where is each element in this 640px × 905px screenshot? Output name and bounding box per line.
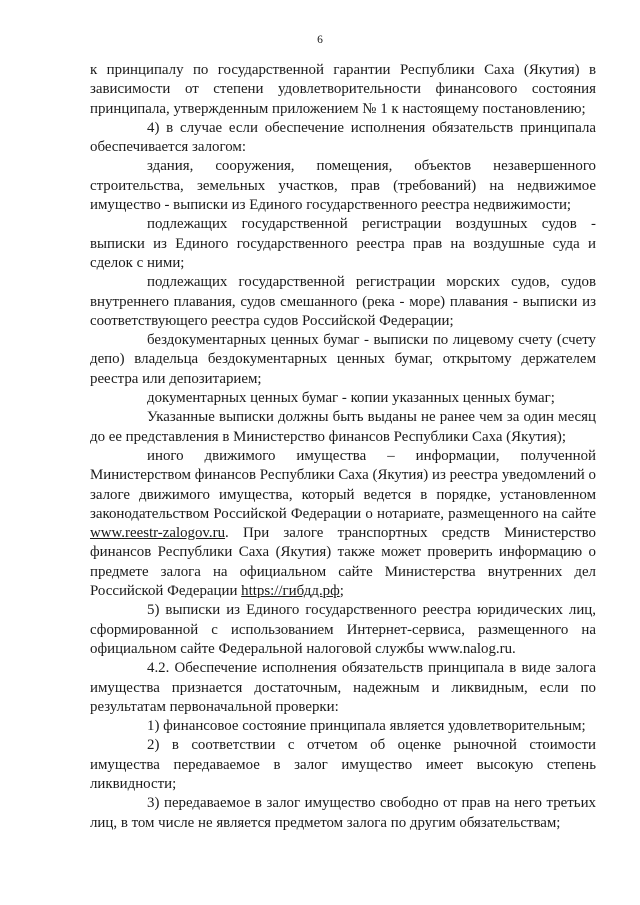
paragraph-condition-1: 1) финансовое состояние принципала является удовлетворительным; [147, 718, 586, 735]
movable-property-text-1: иного движимого имущества – информации, полученной Министерством финансов Республики Саха (Якутия) из реестра уведомлений о залоге движимого имущества, который ведется в порядке, установленном законодательством Российской Федерации о нотариате, размещенного на сайте [90, 447, 596, 522]
paragraph-aircraft: подлежащих государственной регистрации воздушных судов - выписки из Единого государственного реестра прав на воздушные суда и сделок с ними; [90, 216, 596, 271]
gibdd-link[interactable]: https://гибдд.рф [241, 583, 340, 600]
document-body [90, 61, 596, 833]
paragraph-certificated-securities: документарных ценных бумаг - копии указанных ценных бумаг; [147, 390, 555, 407]
paragraph-item-4: 4) в случае если обеспечение исполнения обязательств принципала обеспечивается залогом: [90, 119, 596, 156]
reestr-zalogov-link[interactable]: www.reestr-zalogov.ru [90, 525, 226, 542]
page-number: 6 [317, 34, 323, 46]
paragraph-real-estate: здания, сооружения, помещения, объектов незавершенного строительства, земельных участков, прав (требований) на недвижимое имущество - выписки из Единого государственного реестра недвижимости; [90, 158, 596, 214]
movable-property-text-2: . При залоге транспортных средств Министерство финансов Республики Саха (Якутия) также может проверить информацию о предмете залога на официальном сайте Министерства внутренних дел Российской Федерации [90, 525, 596, 600]
paragraph-condition-2: 2) в соответствии с отчетом об оценке рыночной стоимости имущества передаваемое в залог имущество имеет высокую степень ликвидности; [90, 737, 596, 792]
paragraph-continuation: к принципалу по государственной гарантии Республики Саха (Якутия) в зависимости от степени удовлетворительности финансового состояния принципала, утвержденным приложением № 1 к настоящему постановлению; [90, 62, 596, 117]
paragraph-ships: подлежащих государственной регистрации морских судов, судов внутреннего плавания, судов смешанного (река - море) плавания - выписки из соответствующего реестра судов Российской Федерации; [90, 274, 596, 329]
paragraph-condition-3: 3) передаваемое в залог имущество свободно от прав на него третьих лиц, в том числе не является предметом залога по другим обязательствам; [90, 795, 596, 831]
movable-property-text-3: ; [339, 583, 344, 600]
paragraph-item-5: 5) выписки из Единого государственного реестра юридических лиц, сформированной с использованием Интернет-сервиса, размещенного на официальном сайте Федеральной налоговой службы www.nalog.ru. [90, 602, 596, 657]
paragraph-section-4-2: 4.2. Обеспечение исполнения обязательств принципала в виде залога имущества признается достаточным, надежным и ликвидным, если по результатам первоначальной проверки: [90, 660, 596, 715]
paragraph-movable-property [90, 447, 596, 601]
paragraph-uncertificated-securities: бездокументарных ценных бумаг - выписки по лицевому счету (счету депо) владельца бездокументарных ценных бумаг, открытому держателем реестра или депозитарием; [90, 332, 596, 387]
paragraph-statement-validity: Указанные выписки должны быть выданы не ранее чем за один месяц до ее представления в Министерство финансов Республики Саха (Якутия); [90, 409, 596, 445]
